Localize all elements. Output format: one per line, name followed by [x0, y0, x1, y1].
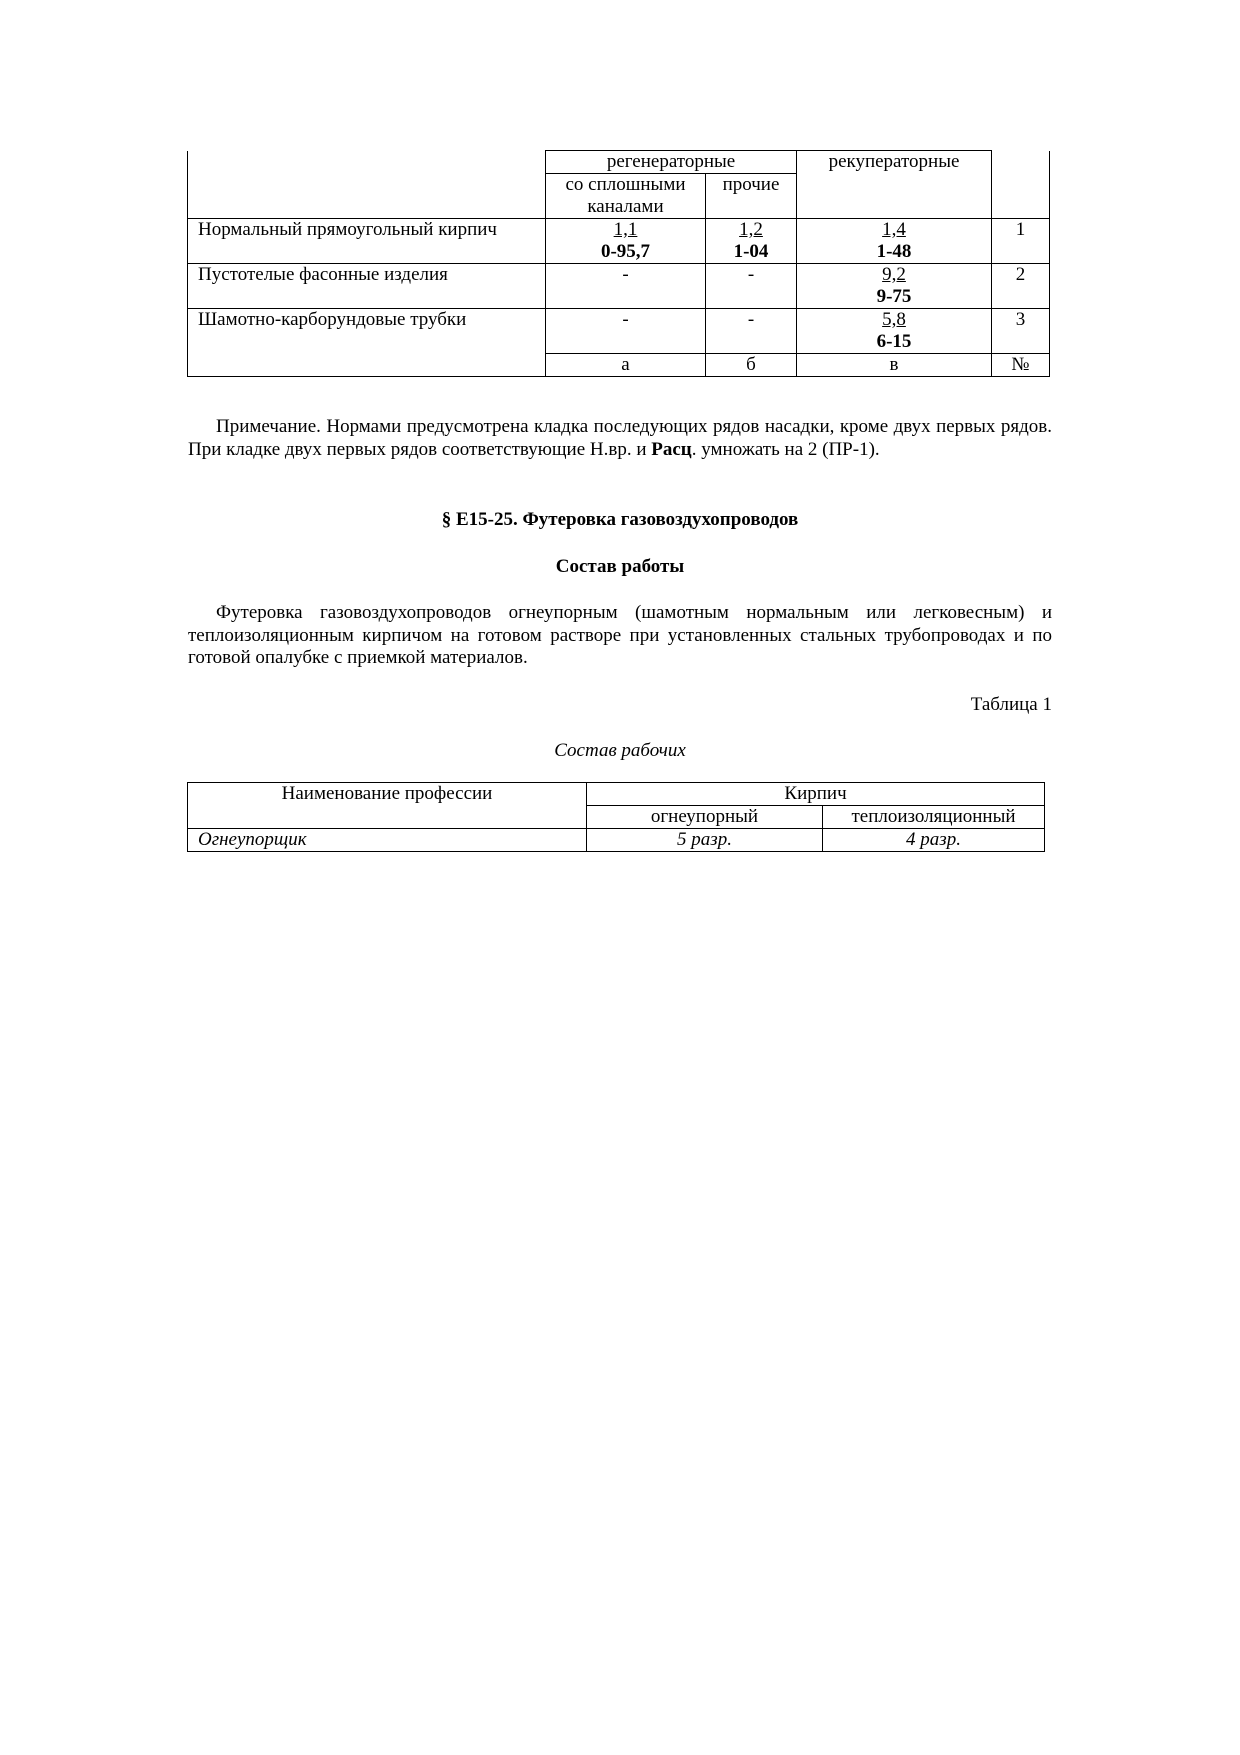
- footer-num: №: [992, 354, 1050, 377]
- table-row: [188, 264, 1050, 309]
- footer-c: в: [797, 354, 992, 377]
- cell-b: [706, 219, 797, 264]
- work-title: Состав работы: [555, 556, 685, 577]
- refractory-grade: 5 разр.: [587, 829, 823, 852]
- header-num-empty: [992, 151, 1050, 219]
- cell-c: [797, 219, 992, 264]
- note-text: Примечание. Нормами предусмотрена кладка последующих рядов насадки, кроме двух первых рядов. При кладке двух первых рядов соответствующие Н.вр. и: [188, 416, 1052, 460]
- norm-time: -: [622, 309, 629, 330]
- cell-b: [706, 264, 797, 309]
- norm-price: 1-48: [876, 241, 912, 262]
- cell-b: [706, 309, 797, 354]
- norm-price: 0-95,7: [600, 241, 651, 262]
- norm-time: -: [622, 264, 629, 285]
- header-regen: регенераторные: [546, 151, 797, 174]
- note-paragraph: [188, 416, 1052, 461]
- table-header-row: [188, 151, 1050, 174]
- norm-price: 1-04: [733, 241, 769, 262]
- row-name: Пустотелые фасонные изделия: [188, 264, 546, 309]
- note-bold: Расц: [651, 438, 692, 460]
- brick-header: Кирпич: [587, 783, 1045, 806]
- work-text: Футеровка газовоздухопроводов огнеупорным (шамотным нормальным или легковесным) и теплоизоляционным кирпичом на готовом растворе при установленных стальных трубопроводах и по готовой опалубке с приемкой материалов.: [188, 602, 1052, 668]
- profession-header: Наименование профессии: [188, 783, 587, 829]
- row-number: 3: [992, 309, 1050, 354]
- norm-time: 1,2: [739, 219, 763, 240]
- table-row: [188, 309, 1050, 354]
- row-number: 2: [992, 264, 1050, 309]
- work-paragraph: [188, 602, 1052, 670]
- note-text-end: . умножать на 2 (ПР-1).: [691, 438, 880, 460]
- table-row: [188, 219, 1050, 264]
- footer-b: б: [706, 354, 797, 377]
- refractory-header: огнеупорный: [587, 806, 823, 829]
- row-number: 1: [992, 219, 1050, 264]
- norm-time: 5,8: [882, 309, 906, 330]
- workers-table: [187, 782, 1045, 852]
- insulating-header: теплоизоляционный: [823, 806, 1045, 829]
- header-solid-channels: со сплошными каналами: [546, 174, 706, 219]
- table-row: [188, 829, 1045, 852]
- cell-a: [546, 264, 706, 309]
- norms-table: [187, 150, 1050, 377]
- table-label: Таблица 1: [970, 694, 1052, 715]
- norm-time: -: [747, 264, 755, 285]
- cell-c: [797, 309, 992, 354]
- norm-price: 6-15: [876, 331, 912, 352]
- row-name: Шамотно-карборундовые трубки: [188, 309, 546, 377]
- profession-cell: Огнеупорщик: [188, 829, 587, 852]
- section-title: § Е15-25. Футеровка газовоздухопроводов: [441, 509, 799, 530]
- cell-a: [546, 219, 706, 264]
- header-recup: рекуператорные: [797, 151, 992, 219]
- norm-price: 9-75: [876, 286, 912, 307]
- norm-time: 1,4: [882, 219, 906, 240]
- norm-time: 9,2: [882, 264, 906, 285]
- header-empty-cell: [188, 151, 546, 219]
- cell-a: [546, 309, 706, 354]
- cell-c: [797, 264, 992, 309]
- norm-time: -: [747, 309, 755, 330]
- norm-time: 1,1: [613, 219, 638, 240]
- footer-a: а: [546, 354, 706, 377]
- header-other: прочие: [706, 174, 797, 219]
- insulating-grade: 4 разр.: [823, 829, 1045, 852]
- row-name: Нормальный прямоугольный кирпич: [188, 219, 546, 264]
- table-header-row: [188, 783, 1045, 806]
- workers-title: Состав рабочих: [554, 740, 686, 761]
